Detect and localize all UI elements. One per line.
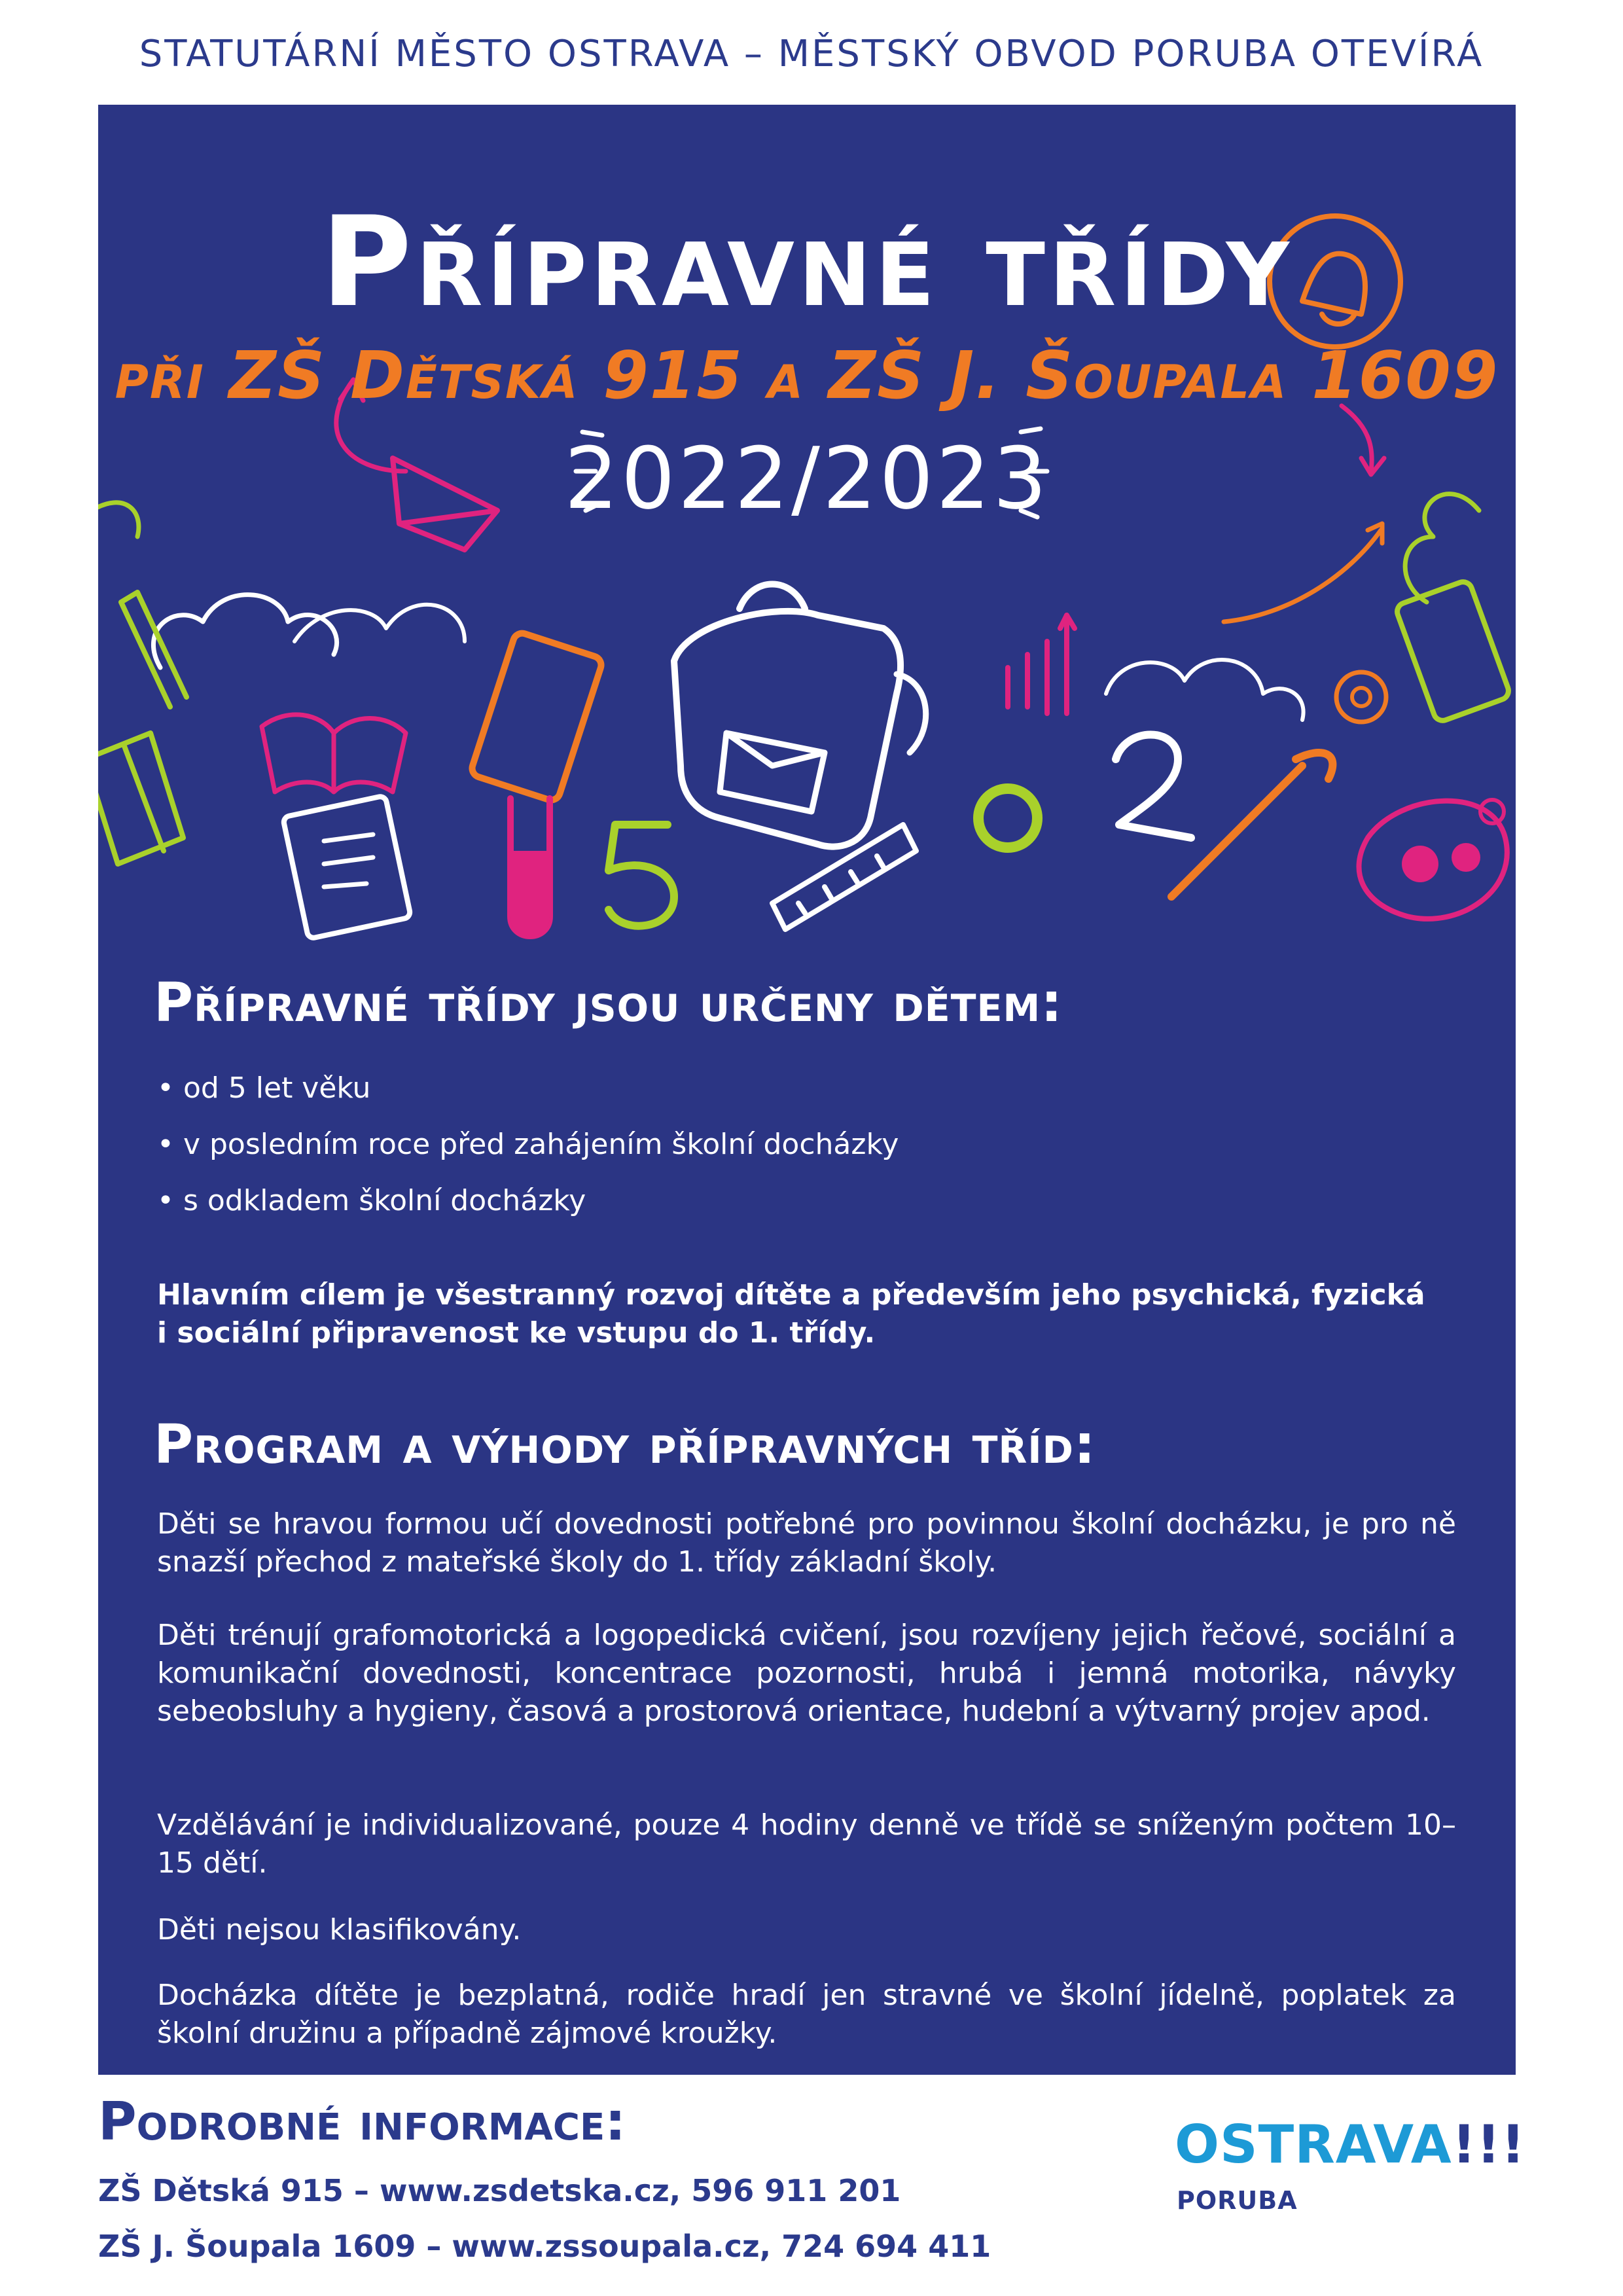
section-heading-program: Program a výhody přípravných tříd: bbox=[154, 1414, 1096, 1476]
main-goal-text: Hlavním cílem je všestranný rozvoj dítěte a především jeho psychická, fyzická i sociální připravenost ke vstupu do 1. třídy. bbox=[157, 1278, 1425, 1350]
number-five-icon bbox=[609, 825, 674, 926]
program-paragraph: Děti se hravou formou učí dovednosti potřebné pro povinnou školní docházku, je pro ně snazší přechod z mateřské školy do 1. třídy základní školy. bbox=[157, 1507, 1456, 1579]
school-year: 2022/2023 bbox=[564, 429, 1050, 528]
contact-line: ZŠ Dětská 915 – www.zsdetska.cz, 596 911 201 bbox=[98, 2173, 901, 2208]
open-book-icon bbox=[262, 715, 406, 792]
program-paragraph: Děti nejsou klasifikovány. bbox=[157, 1913, 522, 1946]
eligibility-list bbox=[157, 1060, 899, 1229]
list-item: • v posledním roce před zahájením školní docházky bbox=[157, 1117, 899, 1173]
info-heading: Podrobné informace: bbox=[98, 2091, 626, 2152]
backpack-icon bbox=[674, 584, 926, 847]
page-title: Přípravné třídy bbox=[321, 190, 1293, 334]
book-stack-icon bbox=[98, 733, 183, 864]
header-line: STATUTÁRNÍ MĚSTO OSTRAVA – MĚSTSKÝ OBVOD PORUBA OTEVÍRÁ bbox=[139, 33, 1484, 75]
notepad-icon bbox=[283, 795, 411, 939]
logo-word: OSTRAVA bbox=[1175, 2114, 1452, 2175]
logo-subtitle: PORUBA bbox=[1177, 2186, 1298, 2215]
cloud-center-illustration bbox=[294, 605, 465, 641]
gear-icon bbox=[1336, 672, 1386, 722]
phone-icon bbox=[470, 631, 603, 802]
program-paragraph: Docházka dítěte je bezplatná, rodiče hradí jen stravné ve školní jídelně, poplatek za školní družinu a případně zájmové kroužky. bbox=[157, 1979, 1456, 2050]
program-paragraph: Vzdělávání je individualizované, pouze 4 hodiny denně ve třídě se sníženým počtem 10–15 dětí. bbox=[157, 1808, 1456, 1880]
ball-icon bbox=[978, 789, 1037, 848]
content-panel bbox=[98, 105, 1516, 2075]
phone-lime-icon bbox=[1395, 579, 1511, 723]
section-heading-target: Přípravné třídy jsou určeny dětem: bbox=[154, 972, 1063, 1034]
contact-line: ZŠ J. Šoupala 1609 – www.zssoupala.cz, 724 694 411 bbox=[98, 2229, 991, 2264]
number-two-icon bbox=[1116, 735, 1191, 838]
list-item: • s odkladem školní docházky bbox=[157, 1173, 899, 1229]
page-subtitle: při ZŠ Dětská 915 a ZŠ J. Šoupala 1609 bbox=[115, 337, 1499, 414]
cloud-left-illustration bbox=[153, 595, 336, 668]
ostrava-logo bbox=[1175, 2114, 1525, 2175]
paintbrush-icon bbox=[1171, 753, 1332, 897]
program-paragraph: Děti trénují grafomotorická a logopedická cvičení, jsou rozvíjeny jejich řečové, sociální a komunikační dovednosti, koncentrace pozornosti, hrubá i jemná motorika, návyky sebeobsluhy a hygieny, časová a prostorová orientace, hudební a výtvarný projev apod. bbox=[157, 1619, 1456, 1728]
list-item: • od 5 let věku bbox=[157, 1060, 899, 1117]
logo-exclaim: !!! bbox=[1452, 2114, 1526, 2175]
cloud-right-illustration bbox=[1106, 660, 1304, 720]
